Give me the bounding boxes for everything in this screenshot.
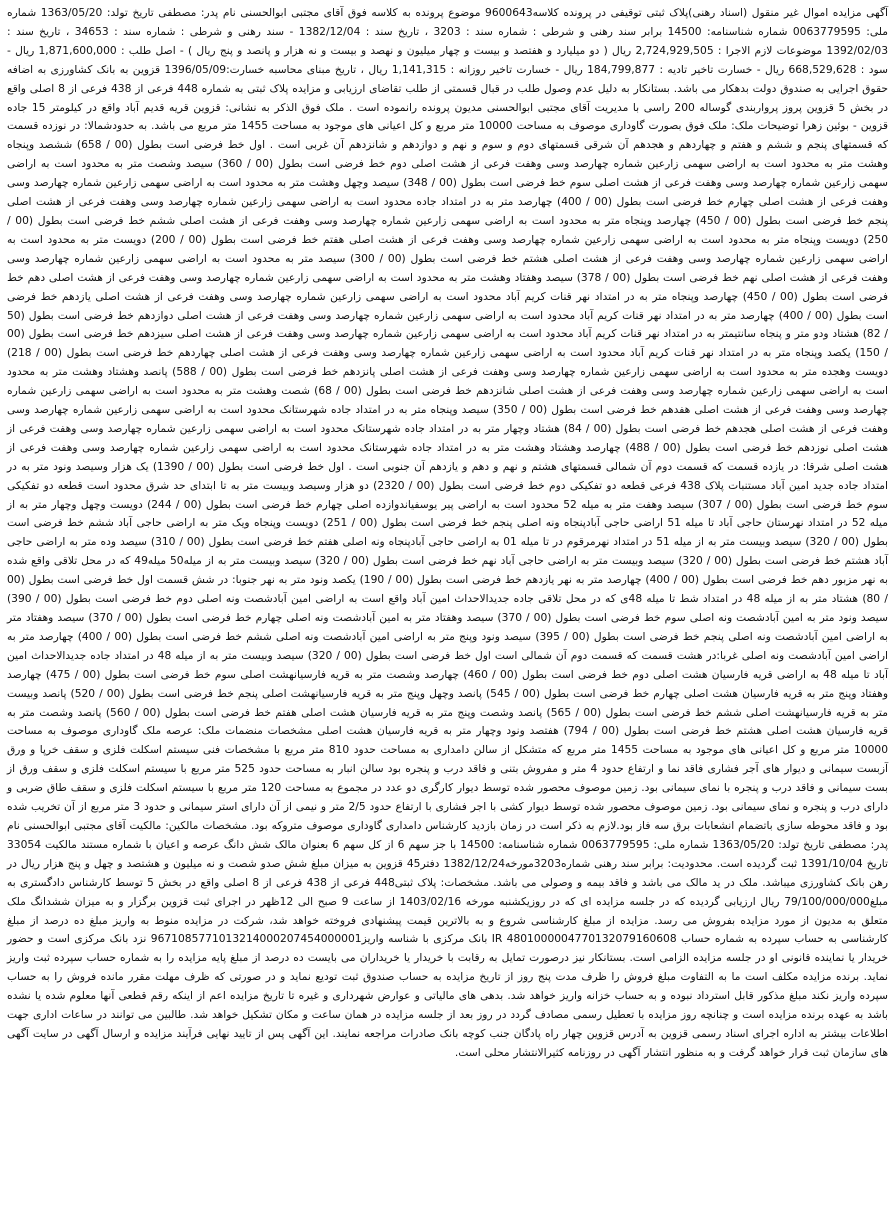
auction-notice-text: آگهی مزایده اموال غیر منقول (اسناد رهنی)پلاک ثبتی توقیفی در پرونده کلاسه9600643 موضوع پرونده به کلاسه فوق آقای مجتبی ابوالحسنی نام پدر: مصطفی تاریخ تولد: 1363/05/20 شماره ملی: 0063779595 شماره شناسنامه: 14500 برابر سند رهنی و شرطی : شماره سند : 3203 ، تاریخ سند : 1382/12/04 - سند رهنی و شرطی : شماره سند : 34653 ، تاریخ سند : 1392/02/03 موضوعات لازم الاجرا : 2,724,929,505 ریال ( دو میلیارد و هفتصد و بیست و چهار میلیون و نهصد و بیست و نه هزار و پانصد و پنج ریال ) - اصل طلب : 1,871,600,000 ریال - سود : 668,529,628 ریال - خسارت تاخیر تادیه : 184,799,877 ریال - خسارت تاخیر روزانه : 1,141,315 ریال ، تاریخ مبنای محاسبه خسارت:1396/05/09 قزوین به بانک کشاورزی به اضافه حقوق اجرایی به صندوق دولت بدهکار می باشد. بستانکار به دلیل عدم وصول طلب در قبال قسمتی از طلب تقاضای ارزیابی و مزایده پلاک ثبتی به شماره 448 فرعی از 438 فرعی از 8 اصلی واقع در بخش 5 قزوین پروز پرواربندی گوساله 200 راسی با مدیریت آقای مجتبی ابوالحسنی مدیون پرونده رانموده است . ملک فوق الذکر به نشانی: قزوین قریه قدیم آباد واقع در کیلومتر 15 جاده قزوین - بوئین زهرا توضیحات ملک: ملک فوق بصورت گاوداری موصوف به مساحت 10000 متر مربع و کل اعیانی های موجود به مساحت 1455 متر مربع می باشد. به حدودشمالا: در نوزده قسمت که قسمتهای پنجم و ششم و هفتم و چهاردهم و هجدهم آن شرقی قسمتهای دوم و سوم و نهم و دوازدهم و شانزدهم آن غربی است . اول خط فرضی است بطول (00 / 658) ششصد وپنجاه وهشت متر به محدود است به اراضی سهمی زارعین شماره چهارصد وسی وهفت فرعی از هشت اصلی دوم خط فرضی است بطول (00 / 360) سیصد وشصت متر به محدود است به اراضی سهمی زارعین شماره چهارصد وسی وهفت فرعی از هشت اصلی سوم خط فرضی است بطول (00 / 348) سیصد وچهل وهشت متر به محدود است به اراضی سهمی زارعین شماره چهارصد وسی وهفت فرعی از هشت اصلی چهارم خط فرضی است بطول (00 / 400) چهارصد متر به در امتداد جاده محدود است به اراضی سهمی زارعین شماره چهارصد وسی وهفت فرعی از هشت اصلی پنجم خط فرضی است بطول (00 / 450) چهارصد وپنجاه متر به محدود است به اراضی سهمی زارعین شماره چهارصد وسی وهفت فرعی از هشت اصلی ششم خط فرضی است بطول (00 / 250) دویست وپنجاه متر به محدود است به اراضی سهمی زارعین شماره چهارصد وسی وهفت فرعی از هشت اصلی هفتم خط فرضی است بطول (00 / 200) دویست متر به محدود است به اراضی سهمی زارعین شماره چهارصد وسی وهفت فرعی از هشت اصلی هشتم خط فرضی است بطول (00 / 300) سیصد متر به محدود است به اراضی سهمی زارعین شماره چهارصد وسی وهفت فرعی از هشت اصلی نهم خط فرضی است بطول (00 / 378) سیصد وهفتاد وهشت متر به محدود است به اراضی سهمی زارعین شماره چهارصد وسی وهفت فرعی از هشت اصلی دهم خط فرضی است بطول (00 / 450) چهارصد وپنجاه متر به در امتداد نهر قنات کریم آباد محدود است به اراضی سهمی زارعین شماره چهارصد وسی وهفت فرعی از هشت اصلی یازدهم خط فرضی است بطول (00 / 400) چهارصد متر به در امتداد نهر قنات کریم آباد محدود است به اراضی سهمی زارعین شماره چهارصد وسی وهفت فرعی از هشت اصلی دوازدهم خط فرضی است بطول (50 / 82) هشتاد ودو متر و پنجاه سانتیمتر به در امتداد نهر قنات کریم آباد محدود است به اراضی سهمی زارعین شماره چهارصد وسی وهفت فرعی از هشت اصلی سیزدهم خط فرضی است بطول (00 / 150) یکصد وپنجاه متر به در امتداد نهر قنات کریم آباد محدود است به اراضی سهمی زارعین شماره چهارصد وسی وهفت فرعی از هشت اصلی چهاردهم خط فرضی است بطول (00 / 218) دویست وهجده متر به محدود است به اراضی سهمی زارعین شماره چهارصد وسی وهفت فرعی از هشت اصلی پانزدهم خط فرضی است بطول (00 / 588) پانصد وهشتاد وهشت متر به محدود است به اراضی سهمی زارعین شماره چهارصد وسی وهفت فرعی از هشت اصلی شانزدهم خط فرضی است بطول (00 / 68) شصت وهشت متر به محدود است به اراضی سهمی زارعین شماره چهارصد وسی وهفت فرعی از هشت اصلی هفدهم خط فرضی است بطول (00 / 350) سیصد وپنجاه متر به در امتداد جاده شهرستانک محدود است به اراضی سهمی زارعین شماره چهارصد وسی وهفت فرعی از هشت اصلی هجدهم خط فرضی است بطول (00 / 84) هشتاد وچهار متر به در امتداد جاده شهرستانک محدود است به اراضی سهمی زارعین شماره چهارصد وسی وهفت فرعی از هشت اصلی نوزدهم خط فرضی است بطول (00 / 488) چهارصد وهشتاد وهشت متر به در امتداد جاده شهرستانک محدود است به اراضی سهمی زارعین شماره چهارصد وسی وهفت فرعی از هشت اصلی شرقا: در یازده قسمت که قسمت دوم آن شمالی قسمتهای هشتم و نهم و دهم و یازدهم آن جنوبی است . اول خط فرضی است بطول (00 / 1390) یک هزار وسیصد ونود متر به در امتداد جاده جدید امین آباد مستنبات پلاک 438 فرعی قطعه دو تفکیکی دوم خط فرضی است بطول (00 / 2320) دو هزار وسیصد وبیست متر به تا ابتدای حد شرق محدود است قطعه دو تفکیکی سوم خط فرضی است بطول (00 / 307) سیصد وهفت متر به میله 52 محدود است به اراضی پیر یوسفیاندوازده اصلی چهارم خط فرضی است بطول (00 / 244) دویست وچهل وچهار متر به از میله 52 در امتداد نهرستان حاجی آباد تا میله 51 اراضی حاجی آبادپنجاه ونه اصلی پنجم خط فرضی است بطول (00 / 251) دویست وپنجاه ویک متر به اراضی حاجی آباد ششم خط فرضی است بطول (00 / 320) سیصد وبیست متر به از میله 51 در امتداد نهرمرقوم در تا میله 01 به اراضی حاجی آبادپنجاه ونه اصلی هفتم خط فرضی است بطول (00 / 310) سیصد وده متر به اراضی حاجی آباد هشتم خط فرضی است بطول (00 / 320) سیصد وبیست متر به اراضی حاجی آباد نهم خط فرضی است بطول (00 / 320) سیصد وبیست متر به از میله50 میله49 که در محل تلاقی واقع شده به نهر مزبور دهم خط فرضی است بطول (00 / 400) چهارصد متر به نهر یازدهم خط فرضی است بطول (00 / 190) یکصد ونود متر به نهر جنوبا: در شش قسمت اول خط فرضی است بطول (00 / 80) هشتاد متر به از میله 48 در امتداد شط تا میله 48ی که در محل تلاقی جاده جدیدالاحداث امین آباد واقع است به اراضی امین آبادشصت ونه اصلی دوم خط فرضی است بطول (00 / 390) سیصد ونود متر به امین آبادشصت ونه اصلی سوم خط فرضی است بطول (00 / 370) سیصد وهفتاد متر به امین آبادشصت ونه اصلی چهارم خط فرضی است بطول (00 / 370) سیصد وهفتاد متر به اراضی امین آبادشصت ونه اصلی پنجم خط فرضی است بطول (00 / 395) سیصد ونود وپنج متر به اراضی امین آبادشصت ونه اصلی ششم خط فرضی است بطول (00 / 400) چهارصد متر به اراضی امین آبادشصت ونه اصلی غربا:در هشت قسمت که قسمت دوم آن شمالی است اول خط فرضی است بطول (00 / 320) سیصد وبیست متر به از میله 48 در امتداد جاده جدیدالاحداث امین آباد تا میله 48 به اراضی قریه فارسیان هشت اصلی دوم خط فرضی است بطول (00 / 460) چهارصد وشصت متر به قریه فارسیانهشت اصلی سوم خط فرضی است بطول (00 / 475) چهارصد وهفتاد وپنج متر به قریه فارسیان هشت اصلی چهارم خط فرضی است بطول (00 / 545) پانصد وچهل وپنج متر به قریه فارسیانهشت اصلی پنجم خط فرضی است بطول (00 / 520) پانصد وبیست متر به قریه فارسیانهشت اصلی ششم خط فرضی است بطول (00 / 565) پانصد وشصت وپنج متر به قریه فارسیان هشت اصلی هفتم خط فرضی است بطول (00 / 560) پانصد وشصت متر به قریه فارسیان هشت اصلی هشتم خط فرضی است بطول (00 / 794) هفتصد ونود وچهار متر به قریه فارسیان هشت اصلی مشخصات منضمات ملک: عرصه ملک گاوداری موصوف به مساحت 10000 متر مربع و کل اعیانی های موجود به مساحت 1455 متر مربع که متشکل از سالن دامداری به مساحت حدود 810 متر مربع با مشخصات فنی سیستم اسکلت فلزی و سقف خرپا و ورق آزبست سیمانی و دیوار های آجر فشاری فاقد نما و ارتفاع حدود 4 متر و مفروش بتنی و فاقد درب و پنجره بود سالن انبار به مساحت حدود 525 متر مربع با سیستم اسکلت فلزی و سقف ورق از بست سیمانی و فاقد درب و پنجره با نمای سیمانی بود. زمین موصوف محصور شده توسط دیوار کارگری دو عدد در مجموع به مساحت 120 متر مربع با سیستم اسکلت فلزی و سقف طاق ضربی و دارای درب و پنجره و نمای سیمانی بود. زمین موصوف محصور شده توسط دیوار کشی با اجر فشاری با ارتفاع حدود 2/5 متر و نیمی از آن دارای استر سیمانی و حدود 3 متر مربع از آن تخریب شده بود و فاقد محوطه سازی باتضمام انشعابات برق سه فاز بود.لازم به ذکر است در زمان بازدید کارشناس دامداری گاوداری موصوف متروکه بود. مشخصات مالکین: مالکیت آقای مجتبی ابوالحسنی نام پدر: مصطفی تاریخ تولد: 1363/05/20 شماره ملی: 0063779595 شماره شناسنامه: 14500 با جز سهم 6 از کل سهم 6 بعنوان مالک شش دانگ عرصه و اعیان با شماره مستند مالکیت 33054 تاریخ 1391/10/04 ثبت گردیده است. محدودیت: برابر سند رهنی شماره3203مورخه1382/12/24 دفتر45 قزوین به میزان مبلغ شش صدو شصت و نه میلیون و هشتصد و چهل و پنج هزار ریال در رهن بانک کشاورزی میباشد. ملک در ید مالک می باشد و فاقد بیمه و وصولی می باشد. مشخصات: پلاک ثبتی448 فرعی از 438 فرعی از 8 اصلی واقع در بخش 5 توسط کارشناس دادگستری به مبلغ79/100/000/000 ریال ارزیابی گردیده که در جلسه مزایده ای که در روزیکشنبه مورخه 1403/02/16 از ساعت 9 صبح الی 12ظهر در اجرای ثبت قزوین برگزار و به میزان ششدانگ ملک متعلق به مدیون از مورد مزایده بفروش می رسد. مزایده از مبلغ کارشناسی شروع و به بالاترین قیمت پیشنهادی فروخته خواهد شد، شرکت در مزایده منوط به واریز مبلغ ده درصد از مبلغ کارشناسی به حساب سپرده به شماره حساب 4801000004770132079160608 IR بانک مرکزی با شناسه واریز9671085771013214000207454000001 نزد بانک مرکزی است و حضور خریدار یا نماینده قانونی او در جلسه مزایده الزامی است. بستانکار نیز درصورت تمایل به رقابت با خریدار یا خریداران می بایست ده درصد از مبلغ پایه مزایده را به شماره حساب سپرده ثبت واریز نماید. برنده مزایده مکلف است ما به التفاوت مبلغ فروش را ظرف مدت پنج روز از تاریخ مزایده به حساب صندوق ثبت تودیع نماید و در صورتی که ظرف مهلت مقرر مانده فروش را به حساب سپرده واریز نکند مبلغ مذکور قابل استرداد نبوده و به حساب خزانه واریز خواهد شد. بدهی های مالیاتی و عوارض شهرداری و غیره تا تاریخ مزایده اعم از اینکه رقم قطعی آنها معلوم شده یا نشده باشد به عهده برنده مزایده است و چنانچه روز مزایده با تعطیل رسمی مصادف گردد در روز بعد از جلسه مزایده در همان ساعت و مکان تشکیل خواهد شد. طالبین می توانند در ساعات اداری جهت اطلاعات بیشتر به اداره اجرای اسناد رسمی قزوین به آدرس قزوین چهار راه پادگان جنب کوچه بانک صادرات مراجعه نمایند. این آگهی پس از تایید نهایی فرآیند مزایده و ارسال آگهی در سایت آگهی های سازمان ثبت قرار خواهد گرفت و به منظور انتشار آگهی در روزنامه کثیرالانتشار محلی است. (7, 6, 889, 1059)
